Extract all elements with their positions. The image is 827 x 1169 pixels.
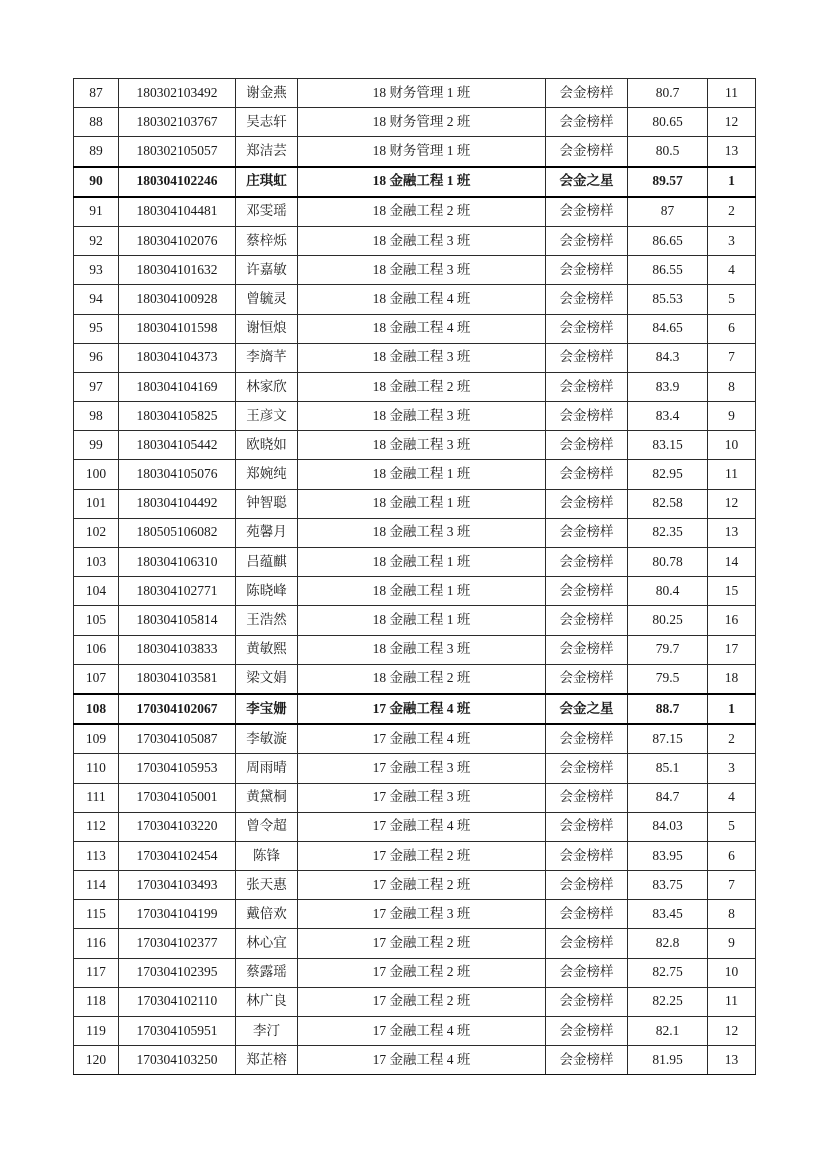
student-id-cell: 180304105814 <box>119 606 236 635</box>
student-id-cell: 180302103767 <box>119 108 236 137</box>
row-number-cell: 102 <box>74 518 119 547</box>
class-name-cell: 17 金融工程 4 班 <box>298 724 546 754</box>
table-row <box>74 606 756 635</box>
table-row <box>74 226 756 255</box>
class-rank-cell: 1 <box>708 694 756 724</box>
class-rank-cell: 8 <box>708 372 756 401</box>
student-name-cell: 戴倍欢 <box>236 900 298 929</box>
award-title-cell: 会金榜样 <box>546 137 628 167</box>
score-cell: 84.3 <box>628 343 708 372</box>
student-name-cell: 林心宜 <box>236 929 298 958</box>
score-cell: 81.95 <box>628 1046 708 1075</box>
student-name-cell: 黄敏熙 <box>236 635 298 664</box>
class-name-cell: 18 金融工程 3 班 <box>298 431 546 460</box>
table-row <box>74 518 756 547</box>
student-name-cell: 王彦文 <box>236 402 298 431</box>
table-row <box>74 489 756 518</box>
class-rank-cell: 3 <box>708 226 756 255</box>
award-title-cell: 会金榜样 <box>546 518 628 547</box>
student-id-cell: 170304105087 <box>119 724 236 754</box>
class-name-cell: 17 金融工程 4 班 <box>298 1046 546 1075</box>
score-cell: 85.1 <box>628 754 708 783</box>
row-number-cell: 116 <box>74 929 119 958</box>
student-name-cell: 周雨晴 <box>236 754 298 783</box>
score-cell: 80.25 <box>628 606 708 635</box>
award-title-cell: 会金榜样 <box>546 548 628 577</box>
student-name-cell: 林广良 <box>236 987 298 1016</box>
student-id-cell: 180304105076 <box>119 460 236 489</box>
student-name-cell: 陈锋 <box>236 841 298 870</box>
student-name-cell: 郑洁芸 <box>236 137 298 167</box>
student-name-cell: 庄琪虹 <box>236 167 298 197</box>
class-name-cell: 17 金融工程 3 班 <box>298 754 546 783</box>
score-cell: 83.4 <box>628 402 708 431</box>
student-id-cell: 180302103492 <box>119 79 236 108</box>
class-name-cell: 17 金融工程 2 班 <box>298 958 546 987</box>
table-row <box>74 871 756 900</box>
row-number-cell: 118 <box>74 987 119 1016</box>
student-id-cell: 170304102110 <box>119 987 236 1016</box>
student-id-cell: 170304103220 <box>119 812 236 841</box>
score-cell: 79.5 <box>628 664 708 694</box>
row-number-cell: 105 <box>74 606 119 635</box>
award-title-cell: 会金榜样 <box>546 606 628 635</box>
student-name-cell: 邓雯瑶 <box>236 197 298 227</box>
student-name-cell: 曾毓灵 <box>236 285 298 314</box>
score-cell: 82.1 <box>628 1017 708 1046</box>
student-id-cell: 170304102377 <box>119 929 236 958</box>
class-rank-cell: 5 <box>708 812 756 841</box>
student-id-cell: 180304104481 <box>119 197 236 227</box>
student-name-cell: 李敏漩 <box>236 724 298 754</box>
row-number-cell: 117 <box>74 958 119 987</box>
award-title-cell: 会金榜样 <box>546 314 628 343</box>
score-cell: 86.65 <box>628 226 708 255</box>
class-rank-cell: 3 <box>708 754 756 783</box>
student-id-cell: 180304106310 <box>119 548 236 577</box>
award-title-cell: 会金之星 <box>546 167 628 197</box>
row-number-cell: 112 <box>74 812 119 841</box>
student-id-cell: 180304102076 <box>119 226 236 255</box>
student-id-cell: 170304102395 <box>119 958 236 987</box>
score-cell: 86.55 <box>628 256 708 285</box>
score-cell: 79.7 <box>628 635 708 664</box>
table-row <box>74 256 756 285</box>
award-title-cell: 会金榜样 <box>546 226 628 255</box>
class-name-cell: 18 金融工程 3 班 <box>298 256 546 285</box>
student-id-cell: 180304103581 <box>119 664 236 694</box>
student-id-cell: 170304105951 <box>119 1017 236 1046</box>
table-row <box>74 724 756 754</box>
table-row <box>74 635 756 664</box>
award-title-cell: 会金榜样 <box>546 900 628 929</box>
table-row <box>74 137 756 167</box>
class-name-cell: 18 金融工程 1 班 <box>298 577 546 606</box>
student-id-cell: 180304100928 <box>119 285 236 314</box>
class-rank-cell: 1 <box>708 167 756 197</box>
score-cell: 84.7 <box>628 783 708 812</box>
class-name-cell: 17 金融工程 4 班 <box>298 1017 546 1046</box>
award-title-cell: 会金榜样 <box>546 871 628 900</box>
student-name-cell: 蔡梓烁 <box>236 226 298 255</box>
award-title-cell: 会金榜样 <box>546 754 628 783</box>
class-rank-cell: 11 <box>708 987 756 1016</box>
student-id-cell: 170304104199 <box>119 900 236 929</box>
score-cell: 80.5 <box>628 137 708 167</box>
row-number-cell: 98 <box>74 402 119 431</box>
class-rank-cell: 9 <box>708 402 756 431</box>
class-name-cell: 18 金融工程 4 班 <box>298 314 546 343</box>
table-row <box>74 577 756 606</box>
class-name-cell: 17 金融工程 2 班 <box>298 871 546 900</box>
class-rank-cell: 17 <box>708 635 756 664</box>
student-name-cell: 李宝姗 <box>236 694 298 724</box>
student-id-cell: 170304103250 <box>119 1046 236 1075</box>
score-cell: 82.95 <box>628 460 708 489</box>
row-number-cell: 119 <box>74 1017 119 1046</box>
class-rank-cell: 18 <box>708 664 756 694</box>
student-id-cell: 180505106082 <box>119 518 236 547</box>
class-rank-cell: 9 <box>708 929 756 958</box>
class-name-cell: 17 金融工程 3 班 <box>298 900 546 929</box>
row-number-cell: 100 <box>74 460 119 489</box>
row-number-cell: 107 <box>74 664 119 694</box>
class-name-cell: 18 金融工程 3 班 <box>298 226 546 255</box>
row-number-cell: 94 <box>74 285 119 314</box>
table-row <box>74 900 756 929</box>
class-name-cell: 18 金融工程 3 班 <box>298 402 546 431</box>
class-name-cell: 17 金融工程 4 班 <box>298 812 546 841</box>
row-number-cell: 91 <box>74 197 119 227</box>
row-number-cell: 120 <box>74 1046 119 1075</box>
row-number-cell: 88 <box>74 108 119 137</box>
row-number-cell: 93 <box>74 256 119 285</box>
class-name-cell: 17 金融工程 4 班 <box>298 694 546 724</box>
student-name-cell: 李旖芊 <box>236 343 298 372</box>
student-id-cell: 180304101598 <box>119 314 236 343</box>
table-row <box>74 694 756 724</box>
class-rank-cell: 4 <box>708 256 756 285</box>
score-cell: 83.95 <box>628 841 708 870</box>
award-title-cell: 会金榜样 <box>546 79 628 108</box>
class-name-cell: 18 财务管理 2 班 <box>298 108 546 137</box>
award-title-cell: 会金榜样 <box>546 783 628 812</box>
award-title-cell: 会金榜样 <box>546 958 628 987</box>
class-name-cell: 18 财务管理 1 班 <box>298 79 546 108</box>
score-cell: 84.03 <box>628 812 708 841</box>
award-title-cell: 会金榜样 <box>546 285 628 314</box>
table-row <box>74 108 756 137</box>
class-rank-cell: 8 <box>708 900 756 929</box>
row-number-cell: 97 <box>74 372 119 401</box>
award-title-cell: 会金榜样 <box>546 724 628 754</box>
class-name-cell: 17 金融工程 2 班 <box>298 987 546 1016</box>
class-name-cell: 18 金融工程 2 班 <box>298 197 546 227</box>
score-cell: 80.7 <box>628 79 708 108</box>
class-rank-cell: 12 <box>708 1017 756 1046</box>
class-name-cell: 18 金融工程 3 班 <box>298 343 546 372</box>
table-row <box>74 314 756 343</box>
student-id-cell: 180304104373 <box>119 343 236 372</box>
class-rank-cell: 5 <box>708 285 756 314</box>
class-rank-cell: 15 <box>708 577 756 606</box>
row-number-cell: 92 <box>74 226 119 255</box>
table-body <box>74 79 756 1075</box>
award-title-cell: 会金榜样 <box>546 577 628 606</box>
class-rank-cell: 13 <box>708 518 756 547</box>
row-number-cell: 87 <box>74 79 119 108</box>
row-number-cell: 108 <box>74 694 119 724</box>
award-title-cell: 会金榜样 <box>546 635 628 664</box>
class-name-cell: 18 财务管理 1 班 <box>298 137 546 167</box>
class-rank-cell: 2 <box>708 197 756 227</box>
score-cell: 88.7 <box>628 694 708 724</box>
row-number-cell: 113 <box>74 841 119 870</box>
row-number-cell: 101 <box>74 489 119 518</box>
award-title-cell: 会金榜样 <box>546 460 628 489</box>
award-title-cell: 会金榜样 <box>546 431 628 460</box>
row-number-cell: 115 <box>74 900 119 929</box>
award-title-cell: 会金榜样 <box>546 372 628 401</box>
award-title-cell: 会金榜样 <box>546 197 628 227</box>
class-name-cell: 18 金融工程 1 班 <box>298 548 546 577</box>
row-number-cell: 111 <box>74 783 119 812</box>
row-number-cell: 114 <box>74 871 119 900</box>
student-id-cell: 170304102454 <box>119 841 236 870</box>
score-cell: 82.75 <box>628 958 708 987</box>
table-row <box>74 958 756 987</box>
class-rank-cell: 13 <box>708 137 756 167</box>
student-id-cell: 180304105825 <box>119 402 236 431</box>
student-name-cell: 欧晓如 <box>236 431 298 460</box>
student-id-cell: 180304104169 <box>119 372 236 401</box>
row-number-cell: 99 <box>74 431 119 460</box>
class-rank-cell: 2 <box>708 724 756 754</box>
table-row <box>74 754 756 783</box>
award-title-cell: 会金榜样 <box>546 343 628 372</box>
table-row <box>74 402 756 431</box>
student-id-cell: 170304105953 <box>119 754 236 783</box>
student-name-cell: 蔡露瑶 <box>236 958 298 987</box>
row-number-cell: 103 <box>74 548 119 577</box>
score-cell: 80.78 <box>628 548 708 577</box>
award-title-cell: 会金榜样 <box>546 987 628 1016</box>
table-row <box>74 1017 756 1046</box>
row-number-cell: 109 <box>74 724 119 754</box>
student-name-cell: 钟智聪 <box>236 489 298 518</box>
class-rank-cell: 16 <box>708 606 756 635</box>
table-row <box>74 783 756 812</box>
student-id-cell: 170304102067 <box>119 694 236 724</box>
table-row <box>74 987 756 1016</box>
class-name-cell: 18 金融工程 4 班 <box>298 285 546 314</box>
student-name-cell: 曾令超 <box>236 812 298 841</box>
score-cell: 82.58 <box>628 489 708 518</box>
student-name-cell: 吕蕴麒 <box>236 548 298 577</box>
score-cell: 80.65 <box>628 108 708 137</box>
student-id-cell: 180304102771 <box>119 577 236 606</box>
table-row <box>74 664 756 694</box>
score-cell: 87.15 <box>628 724 708 754</box>
table-row <box>74 167 756 197</box>
class-name-cell: 18 金融工程 3 班 <box>298 635 546 664</box>
table-row <box>74 548 756 577</box>
student-id-cell: 170304105001 <box>119 783 236 812</box>
class-name-cell: 17 金融工程 3 班 <box>298 783 546 812</box>
table-row <box>74 460 756 489</box>
student-id-cell: 180304101632 <box>119 256 236 285</box>
award-title-cell: 会金榜样 <box>546 929 628 958</box>
table-row <box>74 841 756 870</box>
award-title-cell: 会金榜样 <box>546 489 628 518</box>
award-title-cell: 会金榜样 <box>546 402 628 431</box>
class-name-cell: 18 金融工程 1 班 <box>298 606 546 635</box>
row-number-cell: 96 <box>74 343 119 372</box>
class-rank-cell: 12 <box>708 489 756 518</box>
table-row <box>74 431 756 460</box>
student-name-cell: 苑馨月 <box>236 518 298 547</box>
class-rank-cell: 7 <box>708 343 756 372</box>
student-id-cell: 180302105057 <box>119 137 236 167</box>
student-name-cell: 黄黛桐 <box>236 783 298 812</box>
class-name-cell: 18 金融工程 2 班 <box>298 372 546 401</box>
table-row <box>74 197 756 227</box>
row-number-cell: 95 <box>74 314 119 343</box>
score-cell: 82.25 <box>628 987 708 1016</box>
class-rank-cell: 6 <box>708 841 756 870</box>
class-name-cell: 18 金融工程 1 班 <box>298 460 546 489</box>
student-id-cell: 180304104492 <box>119 489 236 518</box>
score-cell: 82.8 <box>628 929 708 958</box>
class-rank-cell: 11 <box>708 460 756 489</box>
award-title-cell: 会金榜样 <box>546 664 628 694</box>
class-rank-cell: 4 <box>708 783 756 812</box>
class-name-cell: 18 金融工程 1 班 <box>298 167 546 197</box>
score-cell: 89.57 <box>628 167 708 197</box>
class-rank-cell: 7 <box>708 871 756 900</box>
table-row <box>74 812 756 841</box>
row-number-cell: 110 <box>74 754 119 783</box>
score-cell: 80.4 <box>628 577 708 606</box>
award-title-cell: 会金榜样 <box>546 841 628 870</box>
score-cell: 83.9 <box>628 372 708 401</box>
student-name-cell: 郑婉纯 <box>236 460 298 489</box>
award-title-cell: 会金榜样 <box>546 1046 628 1075</box>
class-rank-cell: 14 <box>708 548 756 577</box>
student-name-cell: 张天惠 <box>236 871 298 900</box>
row-number-cell: 90 <box>74 167 119 197</box>
score-cell: 83.75 <box>628 871 708 900</box>
class-rank-cell: 13 <box>708 1046 756 1075</box>
class-name-cell: 18 金融工程 2 班 <box>298 664 546 694</box>
table-row <box>74 1046 756 1075</box>
student-id-cell: 180304105442 <box>119 431 236 460</box>
student-id-cell: 170304103493 <box>119 871 236 900</box>
student-name-cell: 郑芷榕 <box>236 1046 298 1075</box>
award-title-cell: 会金榜样 <box>546 812 628 841</box>
row-number-cell: 106 <box>74 635 119 664</box>
row-number-cell: 104 <box>74 577 119 606</box>
award-title-cell: 会金榜样 <box>546 256 628 285</box>
award-title-cell: 会金榜样 <box>546 108 628 137</box>
table-row <box>74 929 756 958</box>
table-row <box>74 79 756 108</box>
student-id-cell: 180304103833 <box>119 635 236 664</box>
ranking-table <box>73 78 756 1075</box>
row-number-cell: 89 <box>74 137 119 167</box>
class-rank-cell: 6 <box>708 314 756 343</box>
class-name-cell: 17 金融工程 2 班 <box>298 841 546 870</box>
score-cell: 87 <box>628 197 708 227</box>
table-row <box>74 372 756 401</box>
student-name-cell: 李汀 <box>236 1017 298 1046</box>
class-rank-cell: 10 <box>708 431 756 460</box>
class-rank-cell: 10 <box>708 958 756 987</box>
score-cell: 83.45 <box>628 900 708 929</box>
class-name-cell: 17 金融工程 2 班 <box>298 929 546 958</box>
table-row <box>74 343 756 372</box>
class-name-cell: 18 金融工程 3 班 <box>298 518 546 547</box>
score-cell: 85.53 <box>628 285 708 314</box>
class-name-cell: 18 金融工程 1 班 <box>298 489 546 518</box>
student-id-cell: 180304102246 <box>119 167 236 197</box>
award-title-cell: 会金榜样 <box>546 1017 628 1046</box>
score-cell: 84.65 <box>628 314 708 343</box>
student-name-cell: 谢恒烺 <box>236 314 298 343</box>
student-name-cell: 许嘉敏 <box>236 256 298 285</box>
class-rank-cell: 11 <box>708 79 756 108</box>
award-title-cell: 会金之星 <box>546 694 628 724</box>
student-name-cell: 陈晓峰 <box>236 577 298 606</box>
class-rank-cell: 12 <box>708 108 756 137</box>
student-name-cell: 谢金燕 <box>236 79 298 108</box>
table-row <box>74 285 756 314</box>
score-cell: 82.35 <box>628 518 708 547</box>
student-name-cell: 王浩然 <box>236 606 298 635</box>
score-cell: 83.15 <box>628 431 708 460</box>
student-name-cell: 吴志轩 <box>236 108 298 137</box>
student-name-cell: 林家欣 <box>236 372 298 401</box>
student-name-cell: 梁文娟 <box>236 664 298 694</box>
